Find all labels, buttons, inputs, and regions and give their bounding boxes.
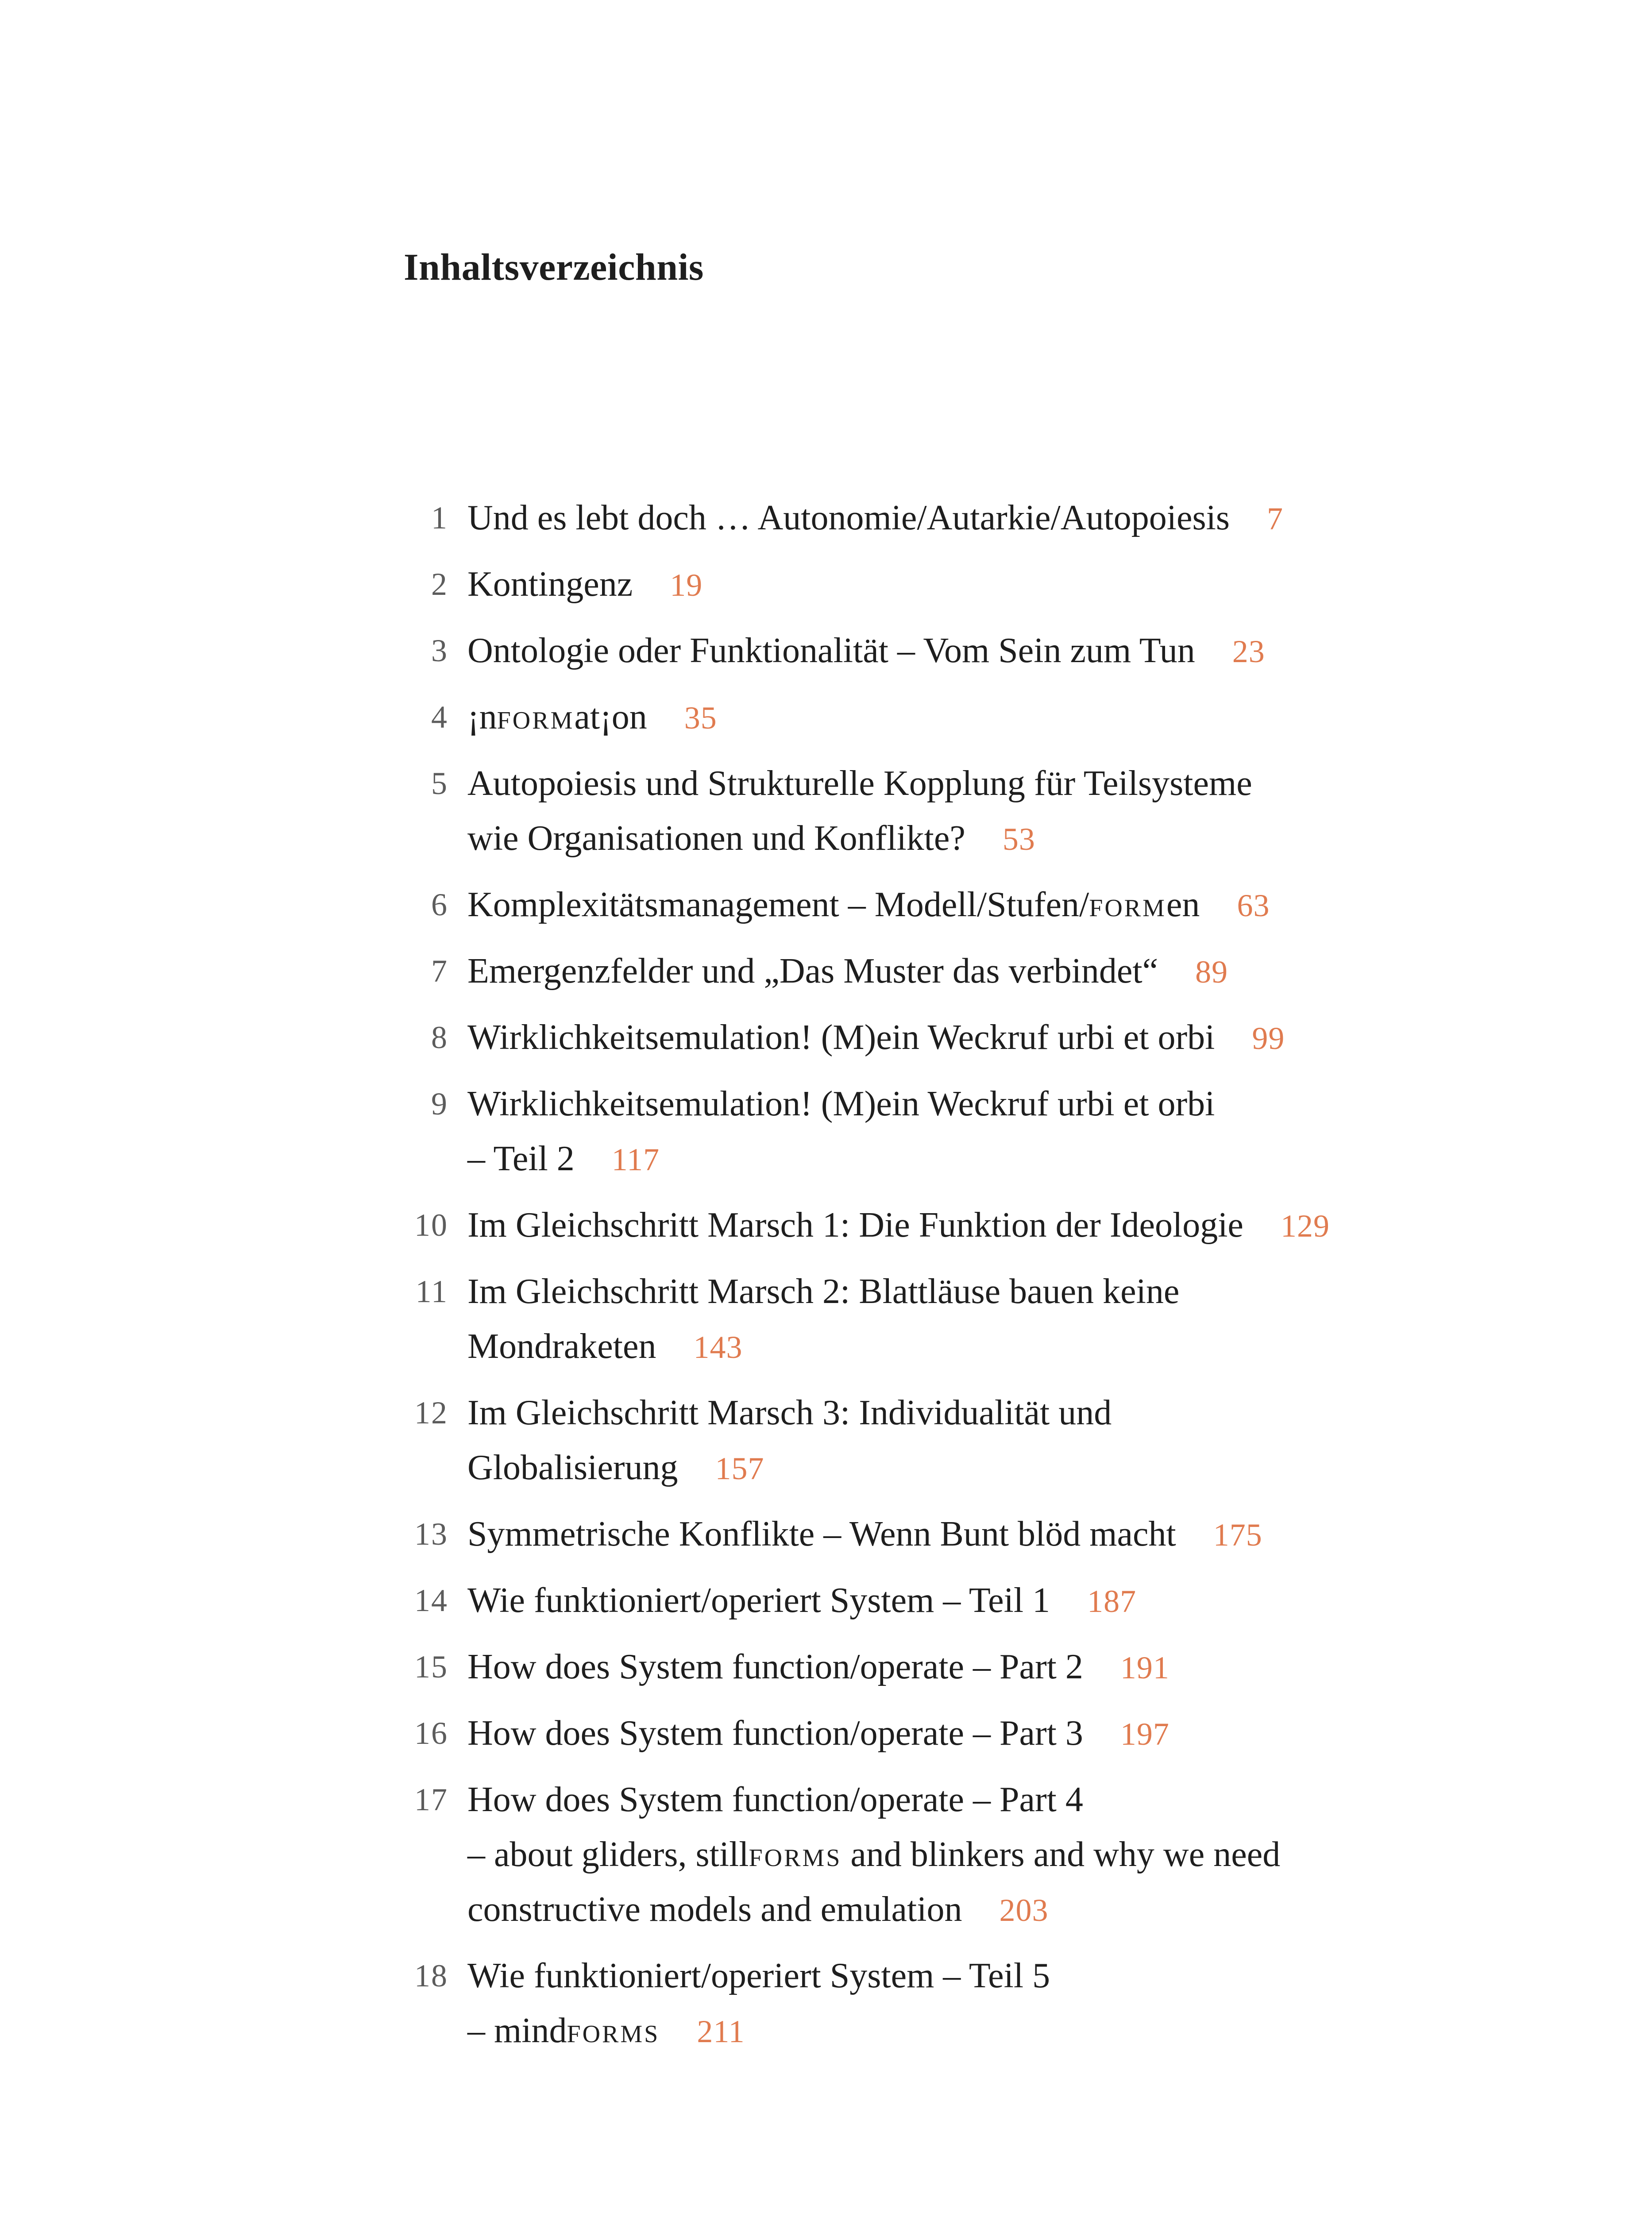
chapter-title-text: Emergenzfelder und „Das Muster das verbindet“	[467, 952, 1158, 991]
chapter-title-line	[467, 1131, 1452, 1187]
chapter-title-text: How does System function/operate – Part 4	[467, 1780, 1083, 1819]
chapter-title-line	[467, 811, 1452, 867]
chapter-title-text: – about gliders, stillforms and blinkers and why we need	[467, 1835, 1281, 1874]
chapter-number: 14	[414, 1583, 448, 1618]
chapter-title-text: Im Gleichschritt Marsch 3: Individualität und	[467, 1393, 1112, 1432]
chapter-title-text: How does System function/operate – Part 2	[467, 1647, 1083, 1686]
chapter-number: 16	[414, 1716, 448, 1751]
chapter-title-line	[467, 1573, 1452, 1629]
page-number: 203	[999, 1893, 1049, 1928]
chapter-title-line	[467, 1198, 1452, 1253]
chapter-title-line	[467, 1507, 1452, 1562]
chapter-title-line	[467, 944, 1452, 999]
chapter-title-line	[467, 2003, 1452, 2059]
chapter-number: 5	[431, 766, 448, 801]
toc-entry[interactable]	[390, 1076, 1452, 1187]
toc-entry[interactable]	[390, 1639, 1452, 1695]
page-title: Inhaltsverzeichnis	[404, 246, 704, 288]
toc-entry[interactable]	[390, 1264, 1452, 1375]
chapter-title-text: wie Organisationen und Konflikte?	[467, 819, 965, 858]
chapter-number: 12	[414, 1395, 448, 1430]
page-number: 35	[684, 700, 717, 736]
chapter-title-text: How does System function/operate – Part 3	[467, 1714, 1083, 1753]
chapter-title-text: Im Gleichschritt Marsch 2: Blattläuse bauen keine	[467, 1272, 1180, 1311]
chapter-number: 17	[414, 1782, 448, 1817]
page-number: 187	[1087, 1584, 1137, 1619]
chapter-title-line	[467, 1882, 1452, 1938]
chapter-title-text: Komplexitätsmanagement – Modell/Stufen/formen	[467, 885, 1200, 924]
chapter-title-line	[467, 877, 1452, 933]
chapter-title-text: Wirklichkeitsemulation! (M)ein Weckruf urbi et orbi	[467, 1084, 1215, 1123]
chapter-number: 1	[431, 500, 448, 536]
toc-entry[interactable]	[390, 877, 1452, 933]
chapter-title-text: Globalisierung	[467, 1448, 678, 1487]
chapter-title-text: Wie funktioniert/operiert System – Teil 1	[467, 1581, 1050, 1620]
toc-entry[interactable]	[390, 1706, 1452, 1762]
chapter-number: 9	[431, 1086, 448, 1122]
toc-entry[interactable]	[390, 756, 1452, 867]
page-number: 157	[715, 1451, 764, 1486]
page-number: 117	[611, 1142, 660, 1177]
page-number: 23	[1232, 634, 1265, 669]
toc-entry[interactable]	[390, 490, 1452, 546]
chapter-title-text: Wirklichkeitsemulation! (M)ein Weckruf urbi et orbi	[467, 1018, 1215, 1057]
chapter-title-line	[467, 756, 1452, 811]
toc-entry[interactable]	[390, 1772, 1452, 1938]
chapter-title-line	[467, 1639, 1452, 1695]
page-number: 89	[1195, 954, 1228, 990]
chapter-number: 2	[431, 567, 448, 602]
page-number: 7	[1267, 501, 1283, 536]
chapter-number: 8	[431, 1020, 448, 1055]
chapter-title-text: Im Gleichschritt Marsch 1: Die Funktion der Ideologie	[467, 1206, 1243, 1245]
chapter-title-text: Ontologie oder Funktionalität – Vom Sein zum Tun	[467, 631, 1195, 670]
chapter-title-text: Wie funktioniert/operiert System – Teil 5	[467, 1956, 1050, 1995]
chapter-number: 4	[431, 699, 448, 735]
toc-entry[interactable]	[390, 1507, 1452, 1562]
chapter-number: 10	[414, 1207, 448, 1243]
chapter-title-text: constructive models and emulation	[467, 1890, 962, 1929]
page-number: 175	[1213, 1517, 1262, 1553]
toc-entry[interactable]	[390, 1198, 1452, 1253]
chapter-title-line	[467, 623, 1452, 679]
chapter-title-line	[467, 1706, 1452, 1762]
page-number: 143	[693, 1330, 743, 1365]
chapter-title-line	[467, 690, 1452, 745]
toc-entry[interactable]	[390, 623, 1452, 679]
chapter-number: 13	[414, 1516, 448, 1552]
toc-entry[interactable]	[390, 1948, 1452, 2059]
page-number: 211	[697, 2014, 745, 2049]
chapter-title-line	[467, 1948, 1452, 2003]
chapter-title-line	[467, 1319, 1452, 1375]
page-number: 191	[1120, 1650, 1170, 1685]
page-number: 19	[670, 567, 703, 603]
chapter-title-text: Und es lebt doch … Autonomie/Autarkie/Autopoiesis	[467, 498, 1230, 537]
chapter-title-line	[467, 1772, 1452, 1827]
toc-entry[interactable]	[390, 557, 1452, 613]
chapter-title-text: ¡nformat¡on	[467, 698, 647, 736]
chapter-title-text: – mindforms	[467, 2011, 660, 2050]
chapter-title-text: – Teil 2	[467, 1139, 575, 1178]
chapter-title-text: Kontingenz	[467, 565, 633, 604]
chapter-title-line	[467, 1010, 1452, 1066]
chapter-number: 3	[431, 633, 448, 668]
toc-entry[interactable]	[390, 944, 1452, 999]
toc-entry[interactable]	[390, 690, 1452, 745]
toc-entry[interactable]	[390, 1573, 1452, 1629]
chapter-title-line	[467, 490, 1452, 546]
chapter-title-line	[467, 1076, 1452, 1131]
chapter-title-text: Symmetrische Konflikte – Wenn Bunt blöd macht	[467, 1515, 1176, 1554]
toc-entry[interactable]	[390, 1385, 1452, 1496]
chapter-title-line	[467, 1440, 1452, 1496]
chapter-number: 7	[431, 953, 448, 989]
chapter-title-text: Mondraketen	[467, 1327, 656, 1366]
page-number: 63	[1237, 888, 1270, 923]
page-number: 99	[1252, 1021, 1285, 1056]
chapter-title-line	[467, 1385, 1452, 1440]
toc-entry[interactable]	[390, 1010, 1452, 1066]
chapter-number: 11	[415, 1274, 448, 1309]
chapter-number: 18	[414, 1958, 448, 1993]
page-number: 197	[1120, 1716, 1170, 1752]
chapter-number: 6	[431, 887, 448, 922]
chapter-title-line	[467, 1264, 1452, 1319]
chapter-title-text: Autopoiesis und Strukturelle Kopplung für Teilsysteme	[467, 764, 1252, 803]
chapter-title-line	[467, 557, 1452, 613]
page-number: 129	[1280, 1208, 1330, 1244]
chapter-title-line	[467, 1827, 1452, 1882]
page-number: 53	[1002, 821, 1035, 857]
chapter-number: 15	[414, 1649, 448, 1685]
table-of-contents	[390, 490, 1452, 2070]
